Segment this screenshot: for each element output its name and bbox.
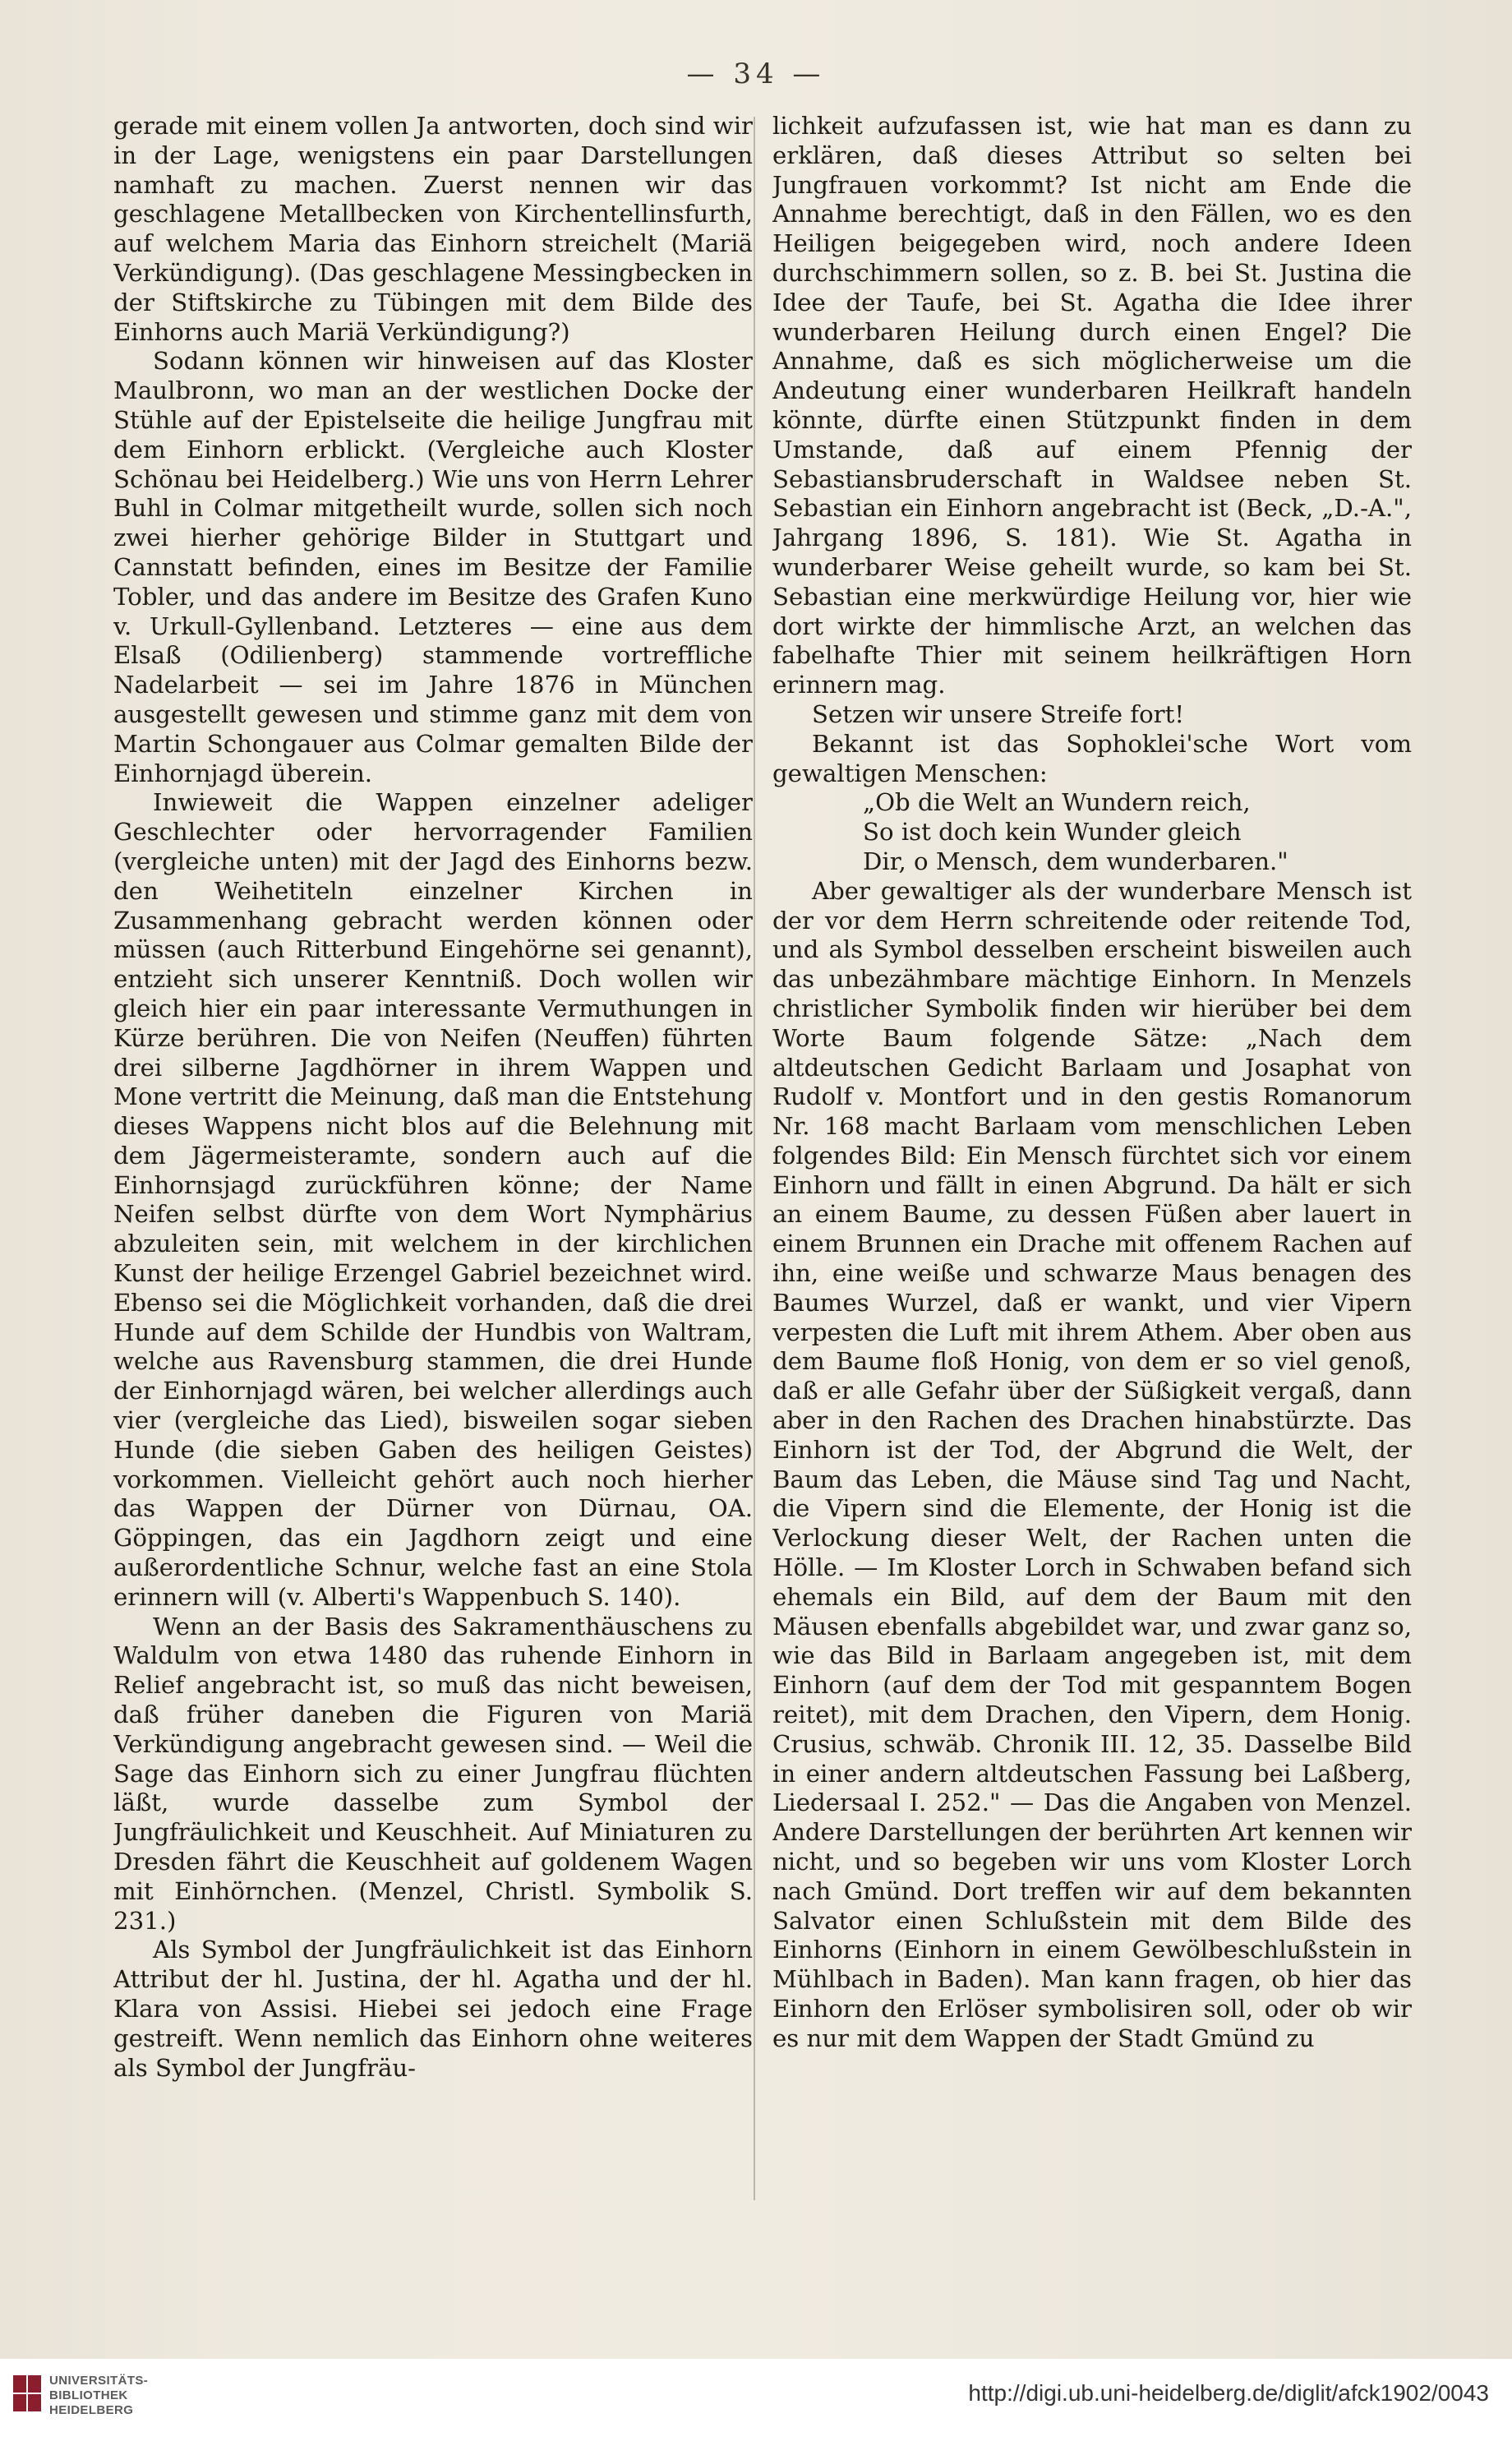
paragraph: lichkeit aufzufassen ist, wie hat man es dann zu erklären, daß dieses Attribut so selten bei Jungfrauen vorkommt? Ist nicht am Ende die Annahme berechtigt, daß in den Fällen, wo es den Heiligen beigegeben wird, noch andere Ideen durchschimmern sollen, so z. B. bei St. Justina die Idee der Taufe, bei St. Agatha die Idee ihrer wunderbaren Heilung durch einen Engel? Die Annahme, daß es sich möglicherweise um die Andeutung einer wunderbaren Heilkraft handeln könnte, dürfte einen Stützpunkt finden in dem Umstande, daß auf einem Pfennig der Sebastiansbruderschaft in Waldsee neben St. Sebastian ein Einhorn angebracht ist (Beck, „D.-A.", Jahrgang 1896, S. 181). Wie St. Agatha in wunderbarer Weise geheilt wurde, so kam bei St. Sebastian eine merkwürdige Heilung vor, hier wie dort wirkte der himmlische Arzt, an welchen das fabelhafte Thier mit seinem heilkräftigen Horn erinnern mag. — [772, 112, 1412, 699]
paragraph: Sodann können wir hinweisen auf das Kloster Maulbronn, wo man an der westlichen Docke der Stühle auf der Epistelseite die heilige Jungfrau mit dem Einhorn erblickt. (Vergleiche auch Kloster Schönau bei Heidelberg.) Wie uns von Herrn Lehrer Buhl in Colmar mitgetheilt wurde, sollen sich noch zwei hierher gehörige Bilder in Stuttgart und Cannstatt befinden, eines im Besitze der Familie Tobler, und das andere im Besitze des Grafen Kuno v. Urkull-Gyllenband. Letzteres — eine aus dem Elsaß (Odilienberg) stammende vortreffliche Nadelarbeit — sei im Jahre 1876 in München ausgestellt gewesen und stimme ganz mit dem von Martin Schongauer aus Colmar gemalten Bilde der Einhornjagd überein. — [113, 347, 753, 787]
paragraph: Setzen wir unsere Streife fort! — [812, 699, 1185, 728]
paragraph: Wenn an der Basis des Sakramenthäuschens zu Waldulm von etwa 1480 das ruhende Einhorn in Relief angebracht ist, so muß das nicht beweisen, daß früher daneben die Figuren von Mariä Verkündigung angebracht gewesen sind. — Weil die Sage das Einhorn sich zu einer Jungfrau flüchten läßt, wurde dasselbe zum Symbol der Jungfräulichkeit und Keuschheit. Auf Miniaturen zu Dresden fährt die Keuschheit auf goldenem Wagen mit Einhörnchen. (Menzel, Christl. Symbolik S. 231.) — [113, 1612, 753, 1935]
paragraph: Als Symbol der Jungfräulichkeit ist das Einhorn Attribut der hl. Justina, der hl. Agatha und der hl. Klara von Assisi. Hiebei sei jedoch eine Frage gestreift. Wenn nemlich das Einhorn ohne weiteres als Symbol der Jungfräu- — [113, 1936, 753, 2082]
verse-line: Dir, o Mensch, dem wunderbaren." — [863, 847, 1288, 875]
paragraph: gerade mit einem vollen Ja antworten, doch sind wir in der Lage, wenigstens ein paar Darstellungen namhaft zu machen. Zuerst nennen wir das geschlagene Metallbecken von Kirchentellinsfurth, auf welchem Maria das Einhorn streichelt (Mariä Verkündigung). (Das geschlagene Messingbecken in der Stiftskirche zu Tübingen mit dem Bilde des Einhorns auch Mariä Verkündigung?) — [113, 112, 753, 346]
library-line: HEIDELBERG — [49, 2403, 134, 2417]
paragraph: Aber gewaltiger als der wunderbare Mensch ist der vor dem Herrn schreitende oder reitende Tod, und als Symbol desselben erscheint bisweilen auch das unbezähmbare mächtige Einhorn. In Menzels christlicher Symbolik finden wir hierüber bei dem Worte Baum folgende Sätze: „Nach dem altdeutschen Gedicht Barlaam und Josaphat von Rudolf v. Montfort und in den gestis Romanorum Nr. 168 macht Barlaam vom menschlichen Leben folgendes Bild: Ein Mensch fürchtet sich vor einem Einhorn und fällt in einen Abgrund. Da hält er sich an einem Baume, zu dessen Füßen aber lauert in einem Brunnen ein Drache mit offenem Rachen auf ihn, eine weiße und schwarze Maus benagen des Baumes Wurzel, daß er wankt, und vier Vipern verpesten die Luft mit ihrem Athem. Aber oben aus dem Baume floß Honig, von dem er so viel genoß, daß er alle Gefahr über der Süßigkeit vergaß, dann aber in den Rachen des Drachen hinabstürzte. Das Einhorn ist der Tod, der Abgrund die Welt, der Baum das Leben, die Mäuse sind Tag und Nacht, die Vipern sind die Elemente, der Honig ist die Verlockung dieser Welt, der Rachen unten die Hölle. — Im Kloster Lorch in Schwaben befand sich ehemals ein Bild, auf dem der Baum mit den Mäusen ebenfalls abgebildet war, und zwar ganz so, wie das Bild in Barlaam angegeben ist, mit dem Einhorn (auf dem der Tod mit gespanntem Bogen reitet), mit dem Drachen, den Vipern, dem Honig. Crusius, schwäb. Chronik III. 12, 35. Dasselbe Bild in einer andern altdeutschen Fassung bei Laßberg, Liedersaal I. 252." — Das die Angaben von Menzel. Andere Darstellungen der berührten Art kennen wir nicht, und so begeben wir uns vom Kloster Lorch nach Gmünd. Dort treffen wir auf dem bekannten Salvator einen Schlußstein mit dem Bilde des Einhorns (Einhorn in einem Gewölbeschlußstein in Mühlbach in Baden). Man kann fragen, ob hier das Einhorn den Erlöser symbolisiren soll, oder ob wir es nur mit dem Wappen der Stadt Gmünd zu — [772, 876, 1412, 2052]
page-number: — 34 — — [686, 58, 826, 90]
verse-line: So ist doch kein Wunder gleich — [863, 818, 1242, 847]
library-name — [49, 2374, 148, 2418]
left-column — [113, 112, 753, 2208]
university-logo-icon — [13, 2375, 41, 2411]
library-line: UNIVERSITÄTS- — [49, 2374, 149, 2388]
permalink-url[interactable]: http://digi.ub.uni-heidelberg.de/diglit/afck1902/0043 — [968, 2380, 1489, 2406]
footer-bar — [0, 2359, 1512, 2455]
paragraph: Inwieweit die Wappen einzelner adeliger Geschlechter oder hervorragender Familien (vergleiche unten) mit der Jagd des Einhorns bezw. den Weihetiteln einzelner Kirchen in Zusammenhang gebracht werden können oder müssen (auch Ritterbund Eingehörne sei genannt), entzieht sich unserer Kenntniß. Doch wollen wir gleich hier ein paar interessante Vermuthungen in Kürze berühren. Die von Neifen (Neuffen) führten drei silberne Jagdhörner in ihrem Wappen und Mone vertritt die Meinung, daß man die Entstehung dieses Wappens nicht blos auf die Belehnung mit dem Jägermeisteramte, sondern auch auf die Einhornsjagd zurückführen könne; der Name Neifen selbst dürfte von dem Wort Nymphärius abzuleiten sein, mit welchem in der kirchlichen Kunst der heilige Erzengel Gabriel bezeichnet wird. Ebenso sei die Möglichkeit vorhanden, daß die drei Hunde auf dem Schilde der Hundbis von Waltram, welche aus Ravensburg stammen, die drei Hunde der Einhornjagd wären, bei welcher allerdings auch vier (vergleiche das Lied), bisweilen sogar sieben Hunde (die sieben Gaben des heiligen Geistes) vorkommen. Vielleicht gehört auch noch hierher das Wappen der Dürner von Dürnau, OA. Göppingen, das ein Jagdhorn zeigt und eine außerordentliche Schnur, welche fast an eine Stola erinnern will (v. Alberti's Wappenbuch S. 140). — [113, 788, 753, 1611]
right-column — [772, 112, 1412, 2208]
library-line: BIBLIOTHEK — [49, 2388, 128, 2402]
column-divider — [754, 117, 755, 2200]
paragraph: Bekannt ist das Sophoklei'sche Wort vom gewaltigen Menschen: — [772, 729, 1412, 787]
verse-line: „Ob die Welt an Wundern reich, — [863, 788, 1251, 817]
